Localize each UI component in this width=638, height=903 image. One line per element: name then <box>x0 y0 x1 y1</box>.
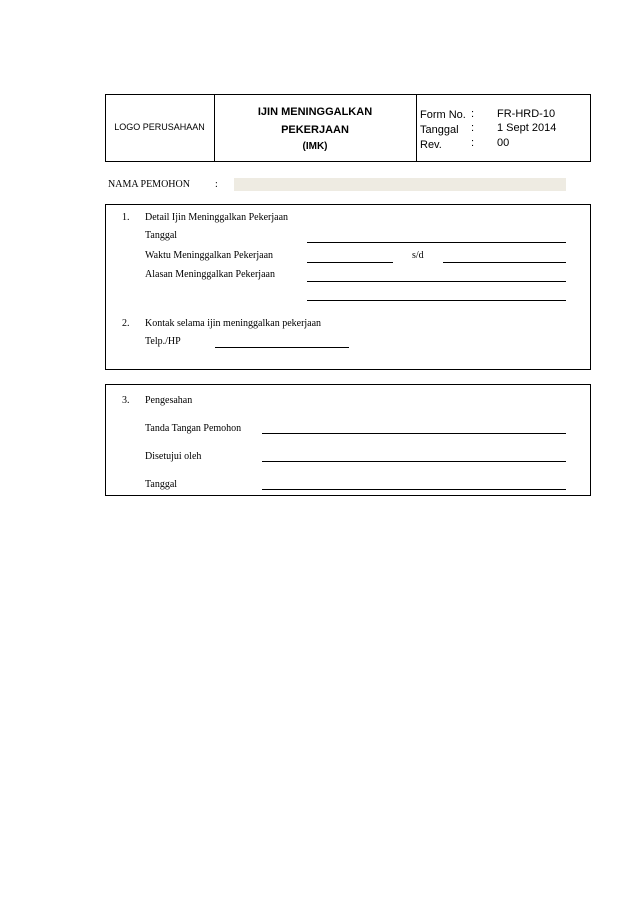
leave-date-label: Tanggal <box>145 230 178 241</box>
form-title-line-3: (IMK) <box>302 141 328 152</box>
applicant-name-sep: : <box>215 179 218 190</box>
section1-number: 1. <box>122 212 130 223</box>
leave-date-input-line[interactable] <box>307 242 566 243</box>
meta-form-no-label: Form No. <box>420 109 466 121</box>
form-title <box>214 105 416 154</box>
phone-label: Telp./HP <box>145 336 181 347</box>
meta-rev-value: 00 <box>497 137 510 149</box>
leave-reason-input-line-1[interactable] <box>307 281 566 282</box>
section3-number: 3. <box>122 395 130 406</box>
applicant-signature-label: Tanda Tangan Pemohon <box>145 423 242 434</box>
approved-by-input-line[interactable] <box>262 461 566 462</box>
approval-date-label: Tanggal <box>145 479 178 490</box>
section1-title: Detail Ijin Meninggalkan Pekerjaan <box>145 212 289 223</box>
phone-input-line[interactable] <box>215 347 349 348</box>
meta-date-value: 1 Sept 2014 <box>497 122 557 134</box>
approved-by-label: Disetujui oleh <box>145 451 202 462</box>
leave-time-from-input-line[interactable] <box>307 262 393 263</box>
form-title-line-1: IJIN MENINGGALKAN <box>257 106 373 118</box>
leave-time-to-input-line[interactable] <box>443 262 566 263</box>
applicant-signature-input-line[interactable] <box>262 433 566 434</box>
meta-rev-sep: : <box>471 137 475 149</box>
section3-title: Pengesahan <box>145 395 193 406</box>
applicant-name-field[interactable] <box>234 178 566 191</box>
leave-reason-input-line-2[interactable] <box>307 300 566 301</box>
company-logo-placeholder: LOGO PERUSAHAAN <box>114 122 205 132</box>
leave-time-label: Waktu Meninggalkan Pekerjaan <box>145 250 274 261</box>
leave-time-until-label: s/d <box>412 250 424 261</box>
section2-title: Kontak selama ijin meninggalkan pekerjaan <box>145 318 322 329</box>
approval-date-input-line[interactable] <box>262 489 566 490</box>
meta-form-no-value: FR-HRD-10 <box>497 108 556 120</box>
leave-reason-label: Alasan Meninggalkan Pekerjaan <box>145 269 275 280</box>
meta-date-sep: : <box>471 122 475 134</box>
header-divider-2 <box>416 94 417 162</box>
meta-date-label: Tanggal <box>420 124 459 136</box>
section2-number: 2. <box>122 318 130 329</box>
meta-rev-label: Rev. <box>420 139 442 151</box>
meta-form-no-sep: : <box>471 108 475 120</box>
form-title-line-2: PEKERJAAN <box>281 124 349 136</box>
applicant-name-label: NAMA PEMOHON <box>108 179 190 190</box>
